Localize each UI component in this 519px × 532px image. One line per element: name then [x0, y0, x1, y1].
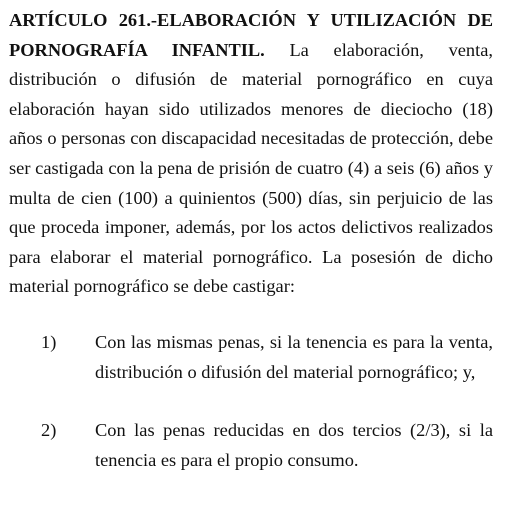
- list-item: [9, 416, 493, 475]
- article-paragraph: [9, 6, 493, 302]
- list-item-number: 1): [41, 331, 57, 352]
- numbered-list: [9, 328, 493, 475]
- list-item: [9, 328, 493, 387]
- list-item-text: Con las mismas penas, si la tenencia es para la venta, distribución o difusión del material pornográfico; y,: [95, 331, 493, 382]
- list-item-number: 2): [41, 420, 57, 441]
- list-item-text: Con las penas reducidas en dos tercios (2/3), si la tenencia es para el propio consumo.: [95, 420, 493, 470]
- document-page: [9, 6, 493, 504]
- article-body: La elaboración, venta, distribución o difusión de material pornográfico en cuya elaboración hayan sido utilizados menores de dieciocho (18) años o personas con discapacidad necesitadas de protección, debe ser castigada con la pena de prisión de cuatro (4) a seis (6) años y multa de cien (100) a quinientos (500) días, sin perjuicio de las que proceda imponer, además, por los actos delictivos realizados para elaborar el material pornográfico. La posesión de dicho material pornográfico se debe castigar:: [9, 39, 493, 297]
- article-heading: ARTÍCULO 261.-ELABORACIÓN Y UTILIZACIÓN DE PORNOGRAFÍA INFANTIL.: [9, 10, 493, 60]
